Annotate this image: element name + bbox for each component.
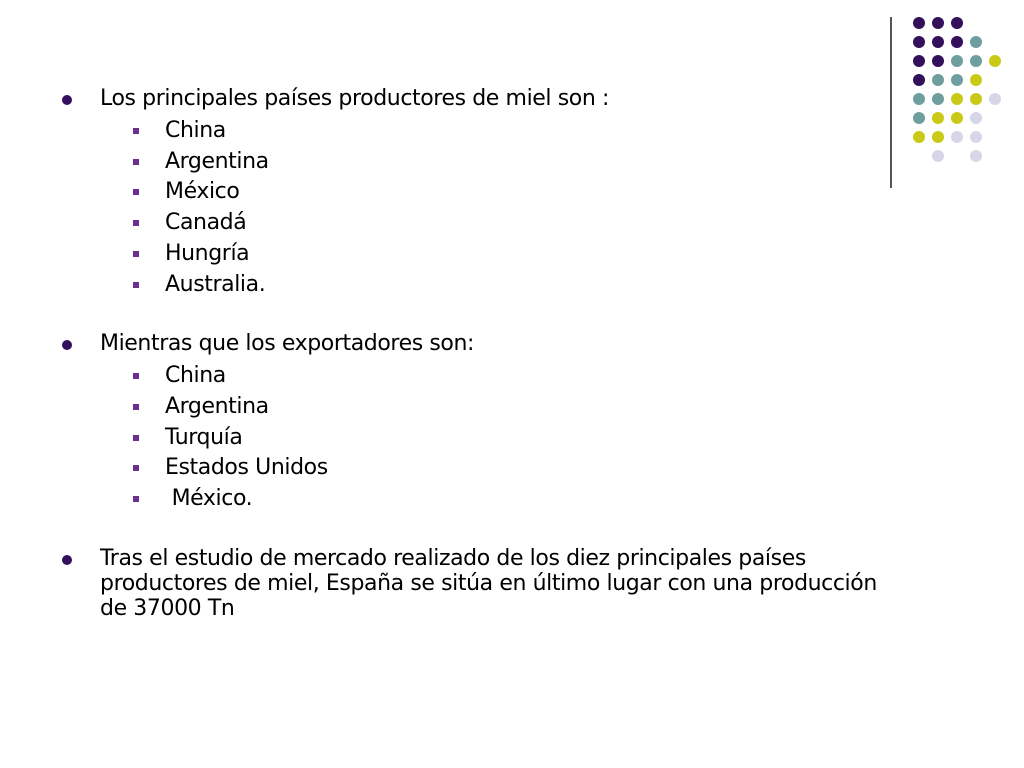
- decorative-dot: [932, 93, 944, 105]
- square-bullet-icon: [133, 404, 139, 410]
- decorative-dot: [951, 74, 963, 86]
- list-item-text: Argentina: [165, 148, 269, 174]
- list-item: [60, 239, 880, 270]
- square-bullet-icon: [133, 251, 139, 257]
- list-item-text: China: [165, 363, 226, 389]
- bullet-text: Los principales países productores de miel son :: [100, 86, 609, 111]
- decorative-dot: [970, 112, 982, 124]
- decorative-dot: [932, 74, 944, 86]
- list-item-text: Estados Unidos: [165, 455, 328, 481]
- list-item-text: Turquía: [165, 424, 243, 450]
- decorative-dot: [951, 93, 963, 105]
- list-item-text: Canadá: [165, 210, 247, 236]
- list-item: [60, 453, 880, 484]
- square-bullet-icon: [133, 282, 139, 288]
- decorative-dot: [932, 55, 944, 67]
- bullet-text: Mientras que los exportadores son:: [100, 331, 475, 357]
- list-item: [60, 392, 880, 423]
- list-item: [60, 423, 880, 454]
- decorative-divider: [890, 17, 892, 188]
- producers-list: [60, 116, 880, 300]
- decorative-dot: [913, 93, 925, 105]
- decorative-dot: [970, 55, 982, 67]
- list-item-text: México.: [165, 486, 253, 512]
- list-item: [60, 208, 880, 239]
- list-item-text: México: [165, 179, 240, 205]
- decorative-dot: [932, 131, 944, 143]
- square-bullet-icon: [133, 128, 139, 134]
- bullet-heading: [60, 86, 880, 111]
- section-producers: [60, 86, 880, 300]
- section-exporters: [60, 331, 880, 515]
- list-item: [60, 484, 880, 515]
- decorative-dot: [970, 150, 982, 162]
- list-item-text: China: [165, 118, 226, 143]
- decorative-dot: [913, 112, 925, 124]
- decorative-dot: [970, 131, 982, 143]
- bullet-icon: [62, 95, 72, 105]
- decorative-dot: [932, 112, 944, 124]
- decorative-dot: [913, 74, 925, 86]
- bullet-icon: [62, 340, 72, 350]
- decorative-dot: [913, 17, 925, 29]
- decorative-dot: [932, 17, 944, 29]
- bullet-text: Tras el estudio de mercado realizado de los diez principales países productores de miel, España se sitúa en último lugar con una producción de 37000 Tn: [100, 545, 877, 621]
- exporters-list: [60, 361, 880, 515]
- list-item: [60, 116, 880, 147]
- square-bullet-icon: [133, 496, 139, 502]
- square-bullet-icon: [133, 159, 139, 165]
- bullet-icon: [62, 555, 72, 565]
- section-spain: [60, 546, 880, 621]
- decorative-dot: [970, 93, 982, 105]
- list-item: [60, 270, 880, 301]
- list-item: [60, 147, 880, 178]
- decorative-dot: [932, 36, 944, 48]
- bullet-heading: [60, 331, 880, 356]
- bullet-heading: [60, 546, 880, 621]
- decorative-dot: [913, 131, 925, 143]
- square-bullet-icon: [133, 189, 139, 195]
- decorative-dot: [951, 17, 963, 29]
- decorative-dot: [951, 55, 963, 67]
- list-item: [60, 361, 880, 392]
- list-item-text: Hungría: [165, 240, 250, 266]
- square-bullet-icon: [133, 435, 139, 441]
- slide-body: [60, 86, 880, 621]
- decorative-dot: [970, 74, 982, 86]
- decorative-dot: [951, 131, 963, 143]
- decorative-dot: [951, 112, 963, 124]
- square-bullet-icon: [133, 465, 139, 471]
- decorative-dot: [913, 36, 925, 48]
- square-bullet-icon: [133, 373, 139, 379]
- square-bullet-icon: [133, 220, 139, 226]
- decorative-dot: [989, 93, 1001, 105]
- list-item: [60, 177, 880, 208]
- list-item-text: Argentina: [165, 393, 269, 419]
- decorative-dot: [951, 36, 963, 48]
- decorative-dot: [970, 36, 982, 48]
- decorative-dot: [913, 55, 925, 67]
- list-item-text: Australia.: [165, 271, 266, 297]
- decorative-dot: [989, 55, 1001, 67]
- decorative-dot: [932, 150, 944, 162]
